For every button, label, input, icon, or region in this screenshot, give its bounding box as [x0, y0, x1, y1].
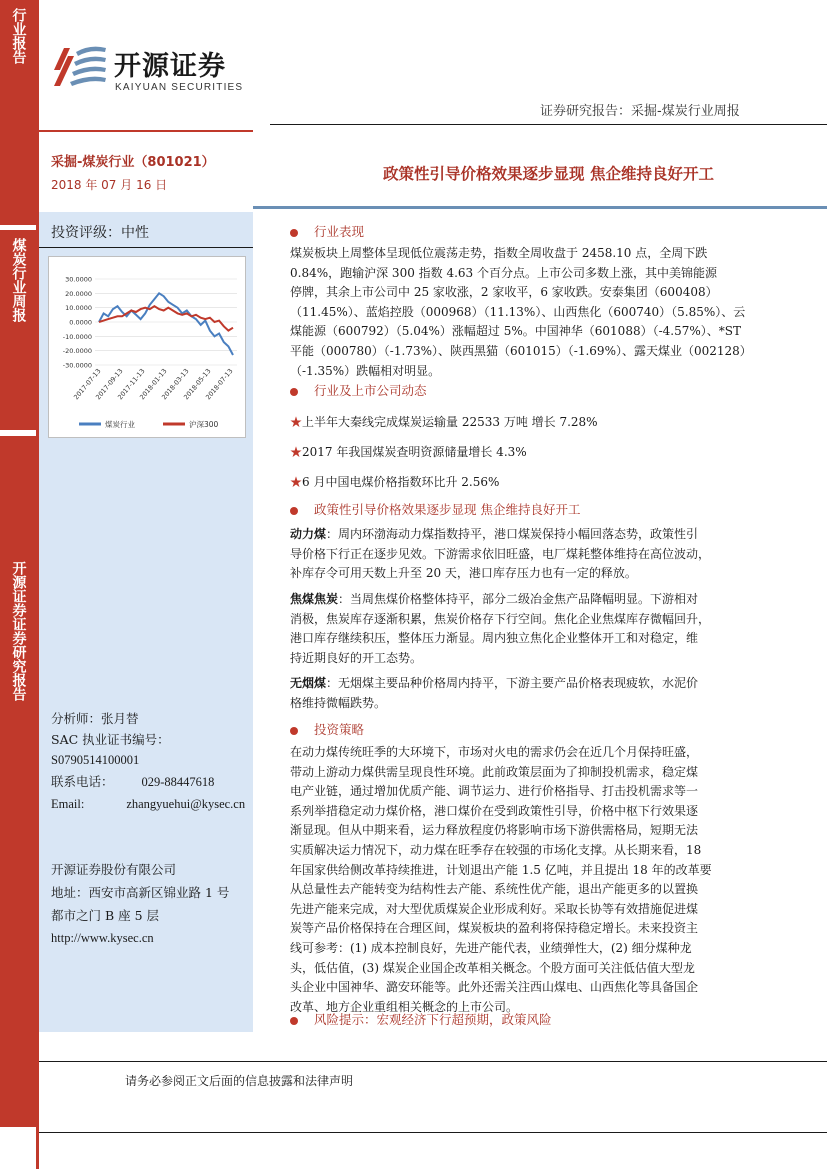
text-line: 平能（000780）（-1.73%）、陕西黑猫（601015）（-1.69%）、露天煤业（002128）	[290, 343, 752, 358]
side-tab-label: 煤炭行业周报	[10, 238, 27, 322]
sac-label: SAC 执业证书编号：	[51, 732, 170, 747]
thermal-coal-label: 动力煤	[290, 527, 327, 541]
y-tick-label: 20.0000	[65, 289, 92, 298]
address-line-2: 都市之门 B 座 5 层	[51, 908, 160, 923]
x-tick-label: 2018-01-13	[138, 367, 169, 402]
x-tick-label: 2017-07-13	[72, 367, 103, 402]
section-strategy-title	[290, 720, 364, 738]
price-chart	[48, 256, 246, 438]
company-info	[51, 858, 251, 950]
email-address[interactable]: zhangyuehui@kysec.cn	[126, 797, 246, 811]
section-company-news-title	[290, 381, 427, 399]
x-tick-label: 2017-11-13	[116, 367, 147, 402]
logo-name-cn: 开源证券	[114, 51, 226, 82]
side-tab-coal-weekly	[0, 230, 36, 430]
news-text: 6 月中国电煤价格指数环比升 2.56%	[302, 475, 500, 489]
anthracite-label: 无烟煤	[290, 676, 327, 690]
sidebar-industry: 采掘-煤炭行业（801021）	[51, 155, 215, 170]
news-item	[290, 413, 598, 430]
text-line: 停牌，其余上市公司中 25 家收涨，2 家收平，6 家收跌。安泰集团（600408）	[290, 285, 718, 300]
section-title-text: 政策性引导价格效果逐步显现 焦企维持良好开工	[314, 502, 581, 517]
star-icon: ★	[290, 445, 303, 459]
y-tick-label: -30.0000	[62, 361, 92, 370]
bullet-icon	[290, 507, 298, 515]
y-tick-label: -20.0000	[62, 347, 92, 356]
text-line: 实质解决运力情况下，动力煤在旺季存在较强的市场化支撑。从长期来看，18	[290, 842, 702, 857]
text-line: 持近期良好的开工态势。	[290, 650, 423, 665]
industry-performance-text	[290, 244, 770, 381]
text-line: 改革、地方企业重组相关概念的上市公司。	[290, 999, 519, 1014]
text-line: 消极，焦炭库存逐渐积累，焦炭价格存下行空间。焦化企业焦煤库存微幅回升，	[290, 611, 711, 626]
phone-label: 联系电话：	[51, 774, 114, 789]
anthracite-text	[290, 674, 770, 713]
phone-row	[51, 771, 251, 793]
text-line: 在动力煤传统旺季的大环境下，市场对火电的需求仍会在近几个月保持旺盛，	[290, 745, 699, 759]
text-line: （11.45%）、蓝焰控股（000968）（11.13%）、山西焦化（600740）（5.85%）、云	[290, 304, 746, 319]
text-line: 煤能源（600792）（5.04%）涨幅超过 5%。中国神华（601088）（-4.57%）、*ST	[290, 324, 741, 339]
news-text: 上半年大秦线完成煤炭运输量 22533 万吨 增长 7.28%	[302, 415, 598, 429]
logo-name-en: KAIYUAN SECURITIES	[115, 82, 244, 93]
header-rule	[270, 124, 827, 125]
text-line: 导价格下行正在逐步见效。下游需求依旧旺盛，电厂煤耗整体维持在高位波动，	[290, 546, 711, 561]
text-line: 从总量性去产能转变为结构性去产能、系统性优产能，退出产能更多的以置换	[290, 882, 699, 897]
text-line: （-1.35%）跌幅相对明显。	[290, 363, 441, 378]
bullet-icon	[290, 229, 298, 237]
coking-coal-label: 焦煤焦炭	[290, 592, 339, 606]
risk-warning	[290, 1010, 552, 1028]
footer-disclaimer: 请务必参阅正文后面的信息披露和法律声明	[125, 1074, 354, 1088]
text-line: 先进产能来完成，对大型优质煤炭企业形成利好。采取长协等有效措施促进煤	[290, 901, 699, 916]
x-tick-label: 2017-09-13	[94, 367, 125, 402]
text-line: 头企业中国神华、潞安环能等。此外还需关注西山煤电、山西焦化等具备国企	[290, 980, 699, 995]
text-line: 线可参考：(1) 成本控制良好，先进产能代表，业绩弹性大，(2) 细分煤种龙	[290, 940, 692, 955]
legend-label-hs300: 沪深300	[189, 420, 219, 429]
risk-text: 风险提示：宏观经济下行超预期，政策风险	[314, 1012, 552, 1027]
series-line-coal	[99, 293, 233, 355]
text-line: 渐显现。但从中期来看，运力释放程度仍将影响市场下游供需格局，短期无法	[290, 823, 699, 838]
website-link[interactable]: http://www.kysec.cn	[51, 931, 154, 945]
x-tick-label: 2018-07-13	[204, 367, 235, 402]
title-rule	[253, 206, 827, 209]
email-label: Email:	[51, 797, 85, 811]
bullet-icon	[290, 727, 298, 735]
side-tab-industry-report	[0, 0, 36, 225]
section-title-text: 行业及上市公司动态	[314, 383, 427, 398]
text-line	[290, 525, 770, 545]
text-line: 带动上游动力煤供需呈现良性环境。此前政策层面为了抑制投机需求，稳定煤	[290, 764, 699, 779]
company-name: 开源证券股份有限公司	[51, 862, 177, 877]
section-industry-performance-title	[290, 222, 364, 240]
report-type: 证券研究报告：采掘-煤炭行业周报	[540, 104, 740, 119]
footer-rule	[39, 1061, 827, 1062]
sidebar-header-box	[39, 130, 253, 212]
text-line: 格维持微幅跌势。	[290, 695, 387, 710]
text-line: 年国家供给侧改革持续推进，计划退出产能 1.5 亿吨，并且提出 18 年的改革要	[290, 862, 712, 877]
sidebar-date: 2018 年 07 月 16 日	[51, 178, 168, 192]
text-line: 煤炭板块上周整体呈现低位震荡走势，指数全周收盘于 2458.10 点，全周下跌	[290, 246, 708, 260]
sac-number: S0790514100001	[51, 753, 140, 767]
address-line-1: 地址：西安市高新区锦业路 1 号	[51, 885, 230, 900]
report-title: 政策性引导价格效果逐步显现 焦企维持良好开工	[383, 165, 714, 183]
side-tab-securities-report	[0, 436, 36, 1127]
text-segment: ：当周焦煤价格整体持平，部分二级冶金焦产品降幅明显。下游相对	[338, 592, 699, 606]
analyst-name: 分析师：张月替	[51, 711, 139, 726]
news-item	[290, 473, 499, 490]
y-tick-label: 30.0000	[65, 275, 92, 284]
chart-canvas	[49, 257, 245, 437]
section-title-text: 行业表现	[314, 224, 365, 239]
phone-number: 029-88447618	[141, 775, 215, 789]
logo-mark-icon	[50, 40, 110, 92]
side-tab-label: 行业报告	[10, 8, 27, 64]
section-policy-title	[290, 500, 580, 518]
rating-divider	[39, 247, 253, 248]
thermal-coal-text	[290, 525, 770, 584]
text-line: 电产业链，通过增加优质产能、调节运力、进行价格指导、打击投机需求等一	[290, 784, 699, 799]
text-line: 炭等产品价格保持在合理区间，煤炭板块的盈利将保持稳定增长。未来投资主	[290, 921, 699, 936]
section-title-text: 投资策略	[314, 722, 365, 737]
side-tab-label: 开源证券证券研究报告	[10, 561, 27, 701]
legend-label-coal: 煤炭行业	[105, 420, 135, 429]
series-line-hs300	[99, 306, 233, 330]
bullet-icon	[290, 1017, 298, 1025]
text-line: 系列举措稳定动力煤价格，港口煤价在受到政策性引导，价格中枢下行效果逐	[290, 803, 699, 818]
coking-coal-text	[290, 590, 770, 668]
text-line	[290, 590, 770, 610]
news-text: 2017 年我国煤炭查明资源储量增长 4.3%	[302, 445, 527, 459]
bullet-icon	[290, 388, 298, 396]
news-item	[290, 443, 527, 460]
y-tick-label: -10.0000	[62, 332, 92, 341]
star-icon: ★	[290, 415, 303, 429]
investment-rating: 投资评级：中性	[51, 225, 149, 241]
analyst-info	[51, 708, 251, 815]
y-tick-label: 0.0000	[69, 318, 92, 327]
strategy-text	[290, 743, 770, 1017]
company-logo	[50, 40, 110, 92]
y-tick-label: 10.0000	[65, 304, 92, 313]
email-row	[51, 793, 251, 815]
star-icon: ★	[290, 475, 303, 489]
text-line: 港口库存继续积压，整体压力渐显。周内独立焦化企业整体开工和对稳定，维	[290, 631, 699, 646]
text-line: 头，低估值，(3) 煤炭企业国企改革相关概念。个股方面可关注低估值大型龙	[290, 960, 695, 975]
x-tick-label: 2018-03-13	[160, 367, 191, 402]
page-bottom-rule	[39, 1132, 827, 1133]
text-line: 0.84%，跑输沪深 300 指数 4.63 个百分点。上市公司多数上涨，其中美锦能源	[290, 265, 718, 280]
text-segment: ：周内环渤海动力煤指数持平，港口煤炭保持小幅回落态势，政策性引	[326, 527, 699, 541]
text-line: 补库存令可用天数上升至 20 天，港口库存压力也有一定的释放。	[290, 566, 637, 581]
x-tick-label: 2018-05-13	[182, 367, 213, 402]
text-line	[290, 674, 770, 694]
text-segment: ：无烟煤主要品种价格周内持平，下游主要产品价格表现疲软，水泥价	[326, 676, 699, 690]
